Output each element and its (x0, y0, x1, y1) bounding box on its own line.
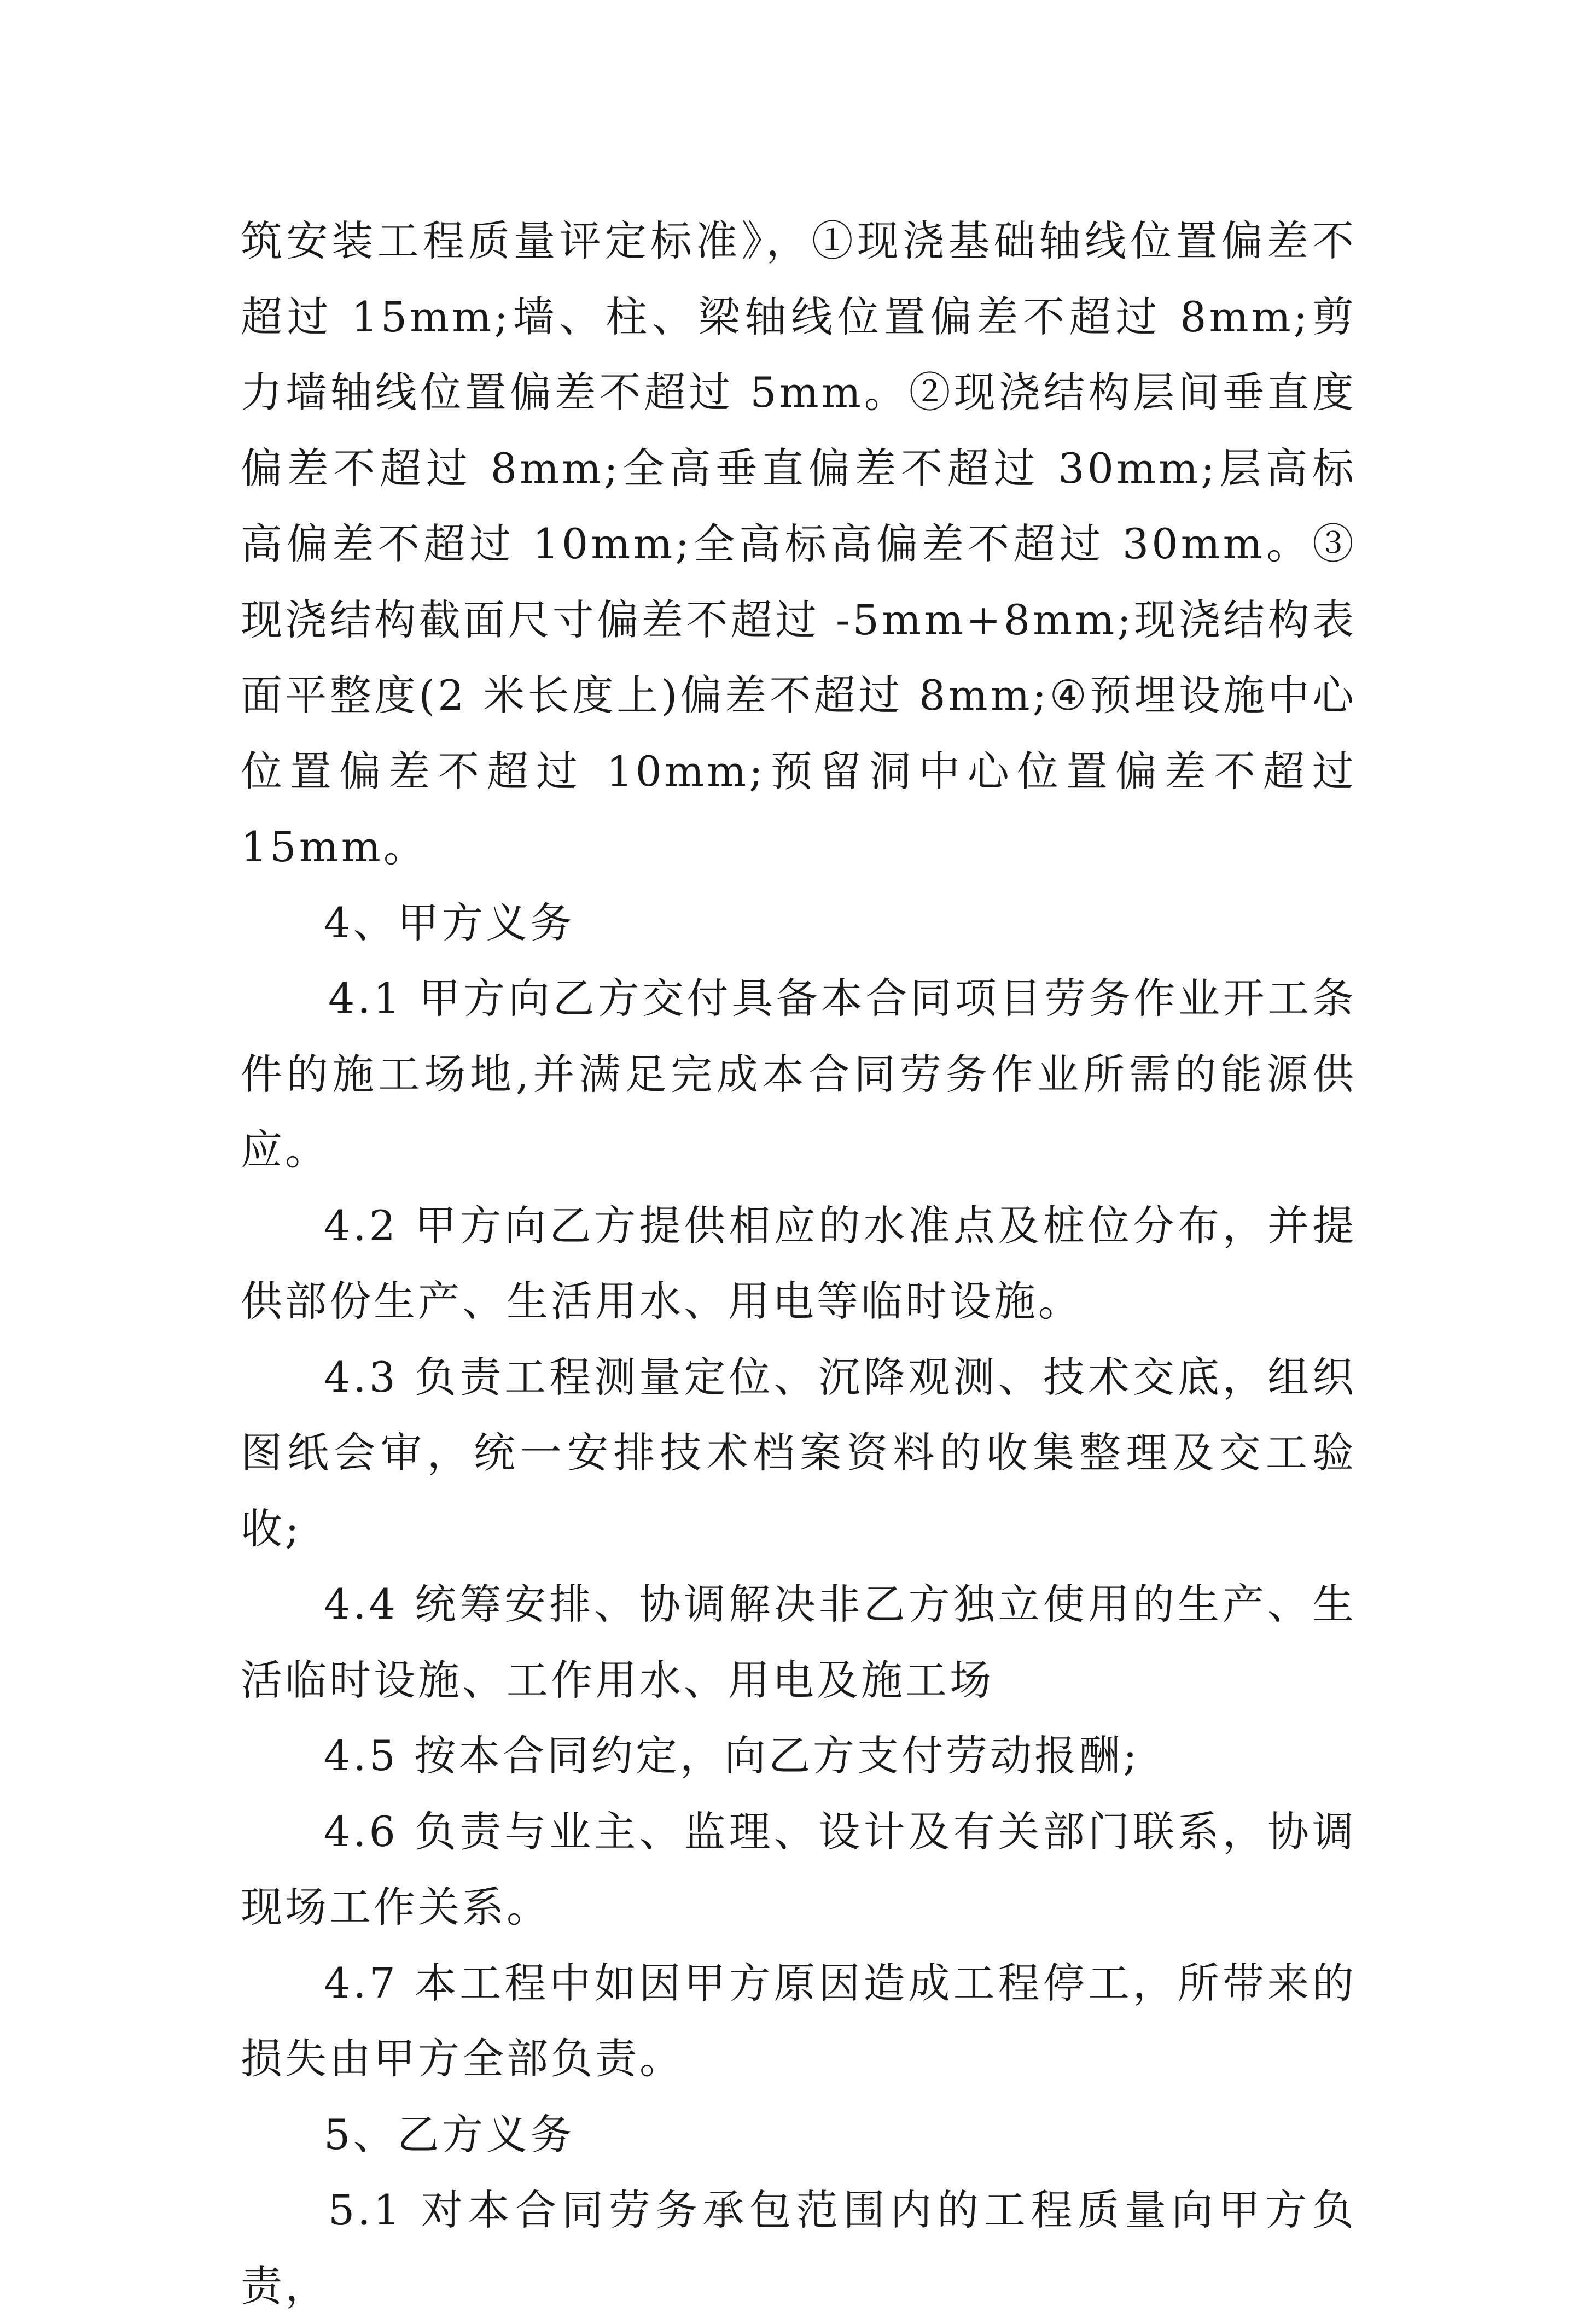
clause-5-1: 5.1 对本合同劳务承包范围内的工程质量向甲方负责， (241, 2186, 1357, 2310)
section-heading-party-b-obligations: 5、乙方义务 (324, 2110, 575, 2159)
clause-4-6: 4.6 负责与业主、监理、设计及有关部门联系，协调现场工作关系。 (241, 1807, 1357, 1931)
section-heading-party-a-obligations: 4、甲方义务 (324, 898, 575, 947)
clause-4-2: 4.2 甲方向乙方提供相应的水准点及桩位分布，并提供部份生产、生活用水、用电等临时设施。 (241, 1201, 1357, 1326)
clause-4-5: 4.5 按本合同约定，向乙方支付劳动报酬; (324, 1731, 1140, 1780)
paragraph-quality-standard: 筑安装工程质量评定标准》，①现浇基础轴线位置偏差不超过 15mm;墙、柱、梁轴线位置偏差不超过 8mm;剪力墙轴线位置偏差不超过 5mm。②现浇结构层间垂直度偏差不超过 8mm;全高垂直偏差不超过 30mm;层高标高偏差不超过 10mm;全高标高偏差不超过 30mm。③现浇结构截面尺寸偏差不超过 -5mm+8mm;现浇结构表面平整度(2 米长度上)偏差不超过 8mm;④预埋设施中心位置偏差不超过 10mm;预留洞中心位置偏差不超过 15mm。 (241, 217, 1357, 871)
clause-4-7: 4.7 本工程中如因甲方原因造成工程停工，所带来的损失由甲方全部负责。 (241, 1958, 1357, 2083)
clause-4-3: 4.3 负责工程测量定位、沉降观测、技术交底，组织图纸会审，统一安排技术档案资料的收集整理及交工验收; (241, 1352, 1357, 1553)
clause-4-1: 4.1 甲方向乙方交付具备本合同项目劳务作业开工条件的施工场地,并满足完成本合同劳务作业所需的能源供应。 (241, 974, 1357, 1174)
document-body (241, 203, 1357, 2324)
clause-4-4: 4.4 统筹安排、协调解决非乙方独立使用的生产、生活临时设施、工作用水、用电及施工场 (241, 1580, 1357, 1704)
